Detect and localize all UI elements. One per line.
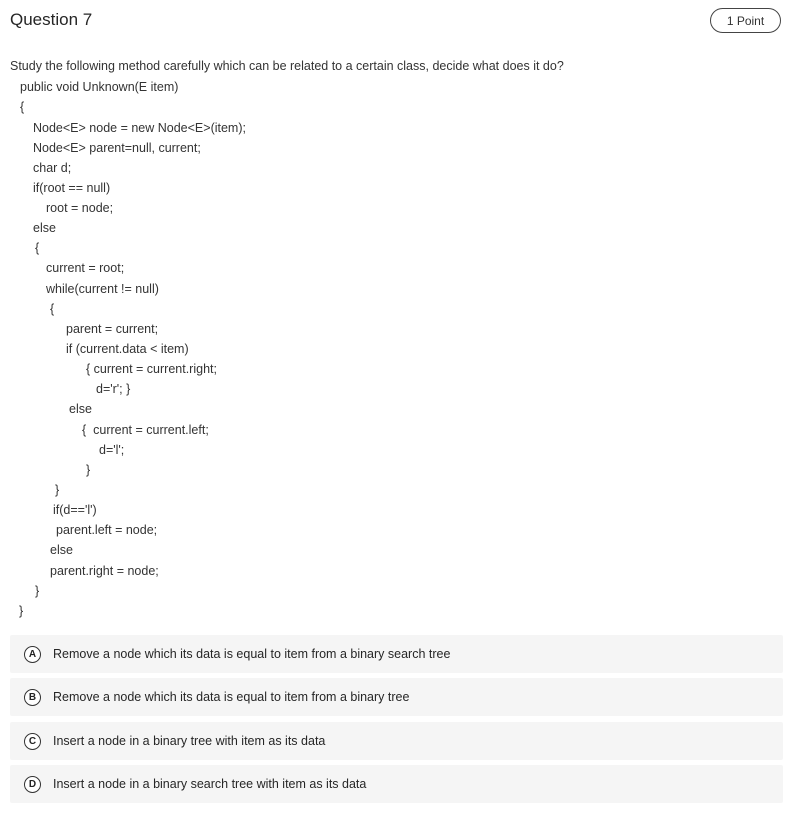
code-line: Node<E> node = new Node<E>(item);	[33, 121, 246, 135]
option-letter-badge: C	[24, 733, 41, 750]
code-line: else	[33, 221, 56, 235]
code-line: Node<E> parent=null, current;	[33, 141, 201, 155]
code-line: {	[35, 241, 40, 255]
code-line: parent = current;	[66, 322, 159, 336]
code-line: root = node;	[46, 201, 114, 215]
code-line: char d;	[33, 161, 72, 175]
code-line: d='l';	[99, 443, 125, 457]
option-letter-badge: A	[24, 646, 41, 663]
question-title: Question 7	[10, 10, 93, 29]
code-line: if (current.data < item)	[66, 342, 189, 356]
code-line: while(current != null)	[46, 282, 159, 296]
option-label: Remove a node which its data is equal to item from a binary search tree	[53, 647, 451, 661]
option-d[interactable]	[10, 765, 783, 803]
option-b[interactable]	[10, 678, 783, 716]
option-letter-badge: B	[24, 689, 41, 706]
option-letter-badge: D	[24, 776, 41, 793]
question-prompt: Study the following method carefully which can be related to a certain class, decide what does it do?	[10, 59, 564, 73]
code-line: if(d=='l')	[53, 503, 97, 517]
code-line: d='r'; }	[96, 382, 131, 396]
points-badge: 1 Point	[710, 8, 781, 33]
option-label: Remove a node which its data is equal to item from a binary tree	[53, 690, 410, 704]
code-line: public void Unknown(E item)	[20, 80, 179, 94]
code-line: if(root == null)	[33, 181, 111, 195]
option-a[interactable]	[10, 635, 783, 673]
option-label: Insert a node in a binary search tree with item as its data	[53, 777, 367, 791]
code-line: { current = current.right;	[86, 362, 217, 376]
option-c[interactable]	[10, 722, 783, 760]
code-line: current = root;	[46, 261, 125, 275]
code-line: {	[50, 302, 55, 316]
code-line: {	[20, 100, 25, 114]
code-line: }	[35, 584, 40, 598]
option-label: Insert a node in a binary tree with item as its data	[53, 734, 326, 748]
code-line: { current = current.left;	[82, 423, 209, 437]
code-line: else	[69, 402, 92, 416]
code-line: else	[50, 543, 73, 557]
code-line: parent.right = node;	[50, 564, 159, 578]
code-line: }	[19, 604, 24, 618]
code-line: }	[55, 483, 60, 497]
code-line: parent.left = node;	[56, 523, 158, 537]
code-line: }	[86, 463, 91, 477]
